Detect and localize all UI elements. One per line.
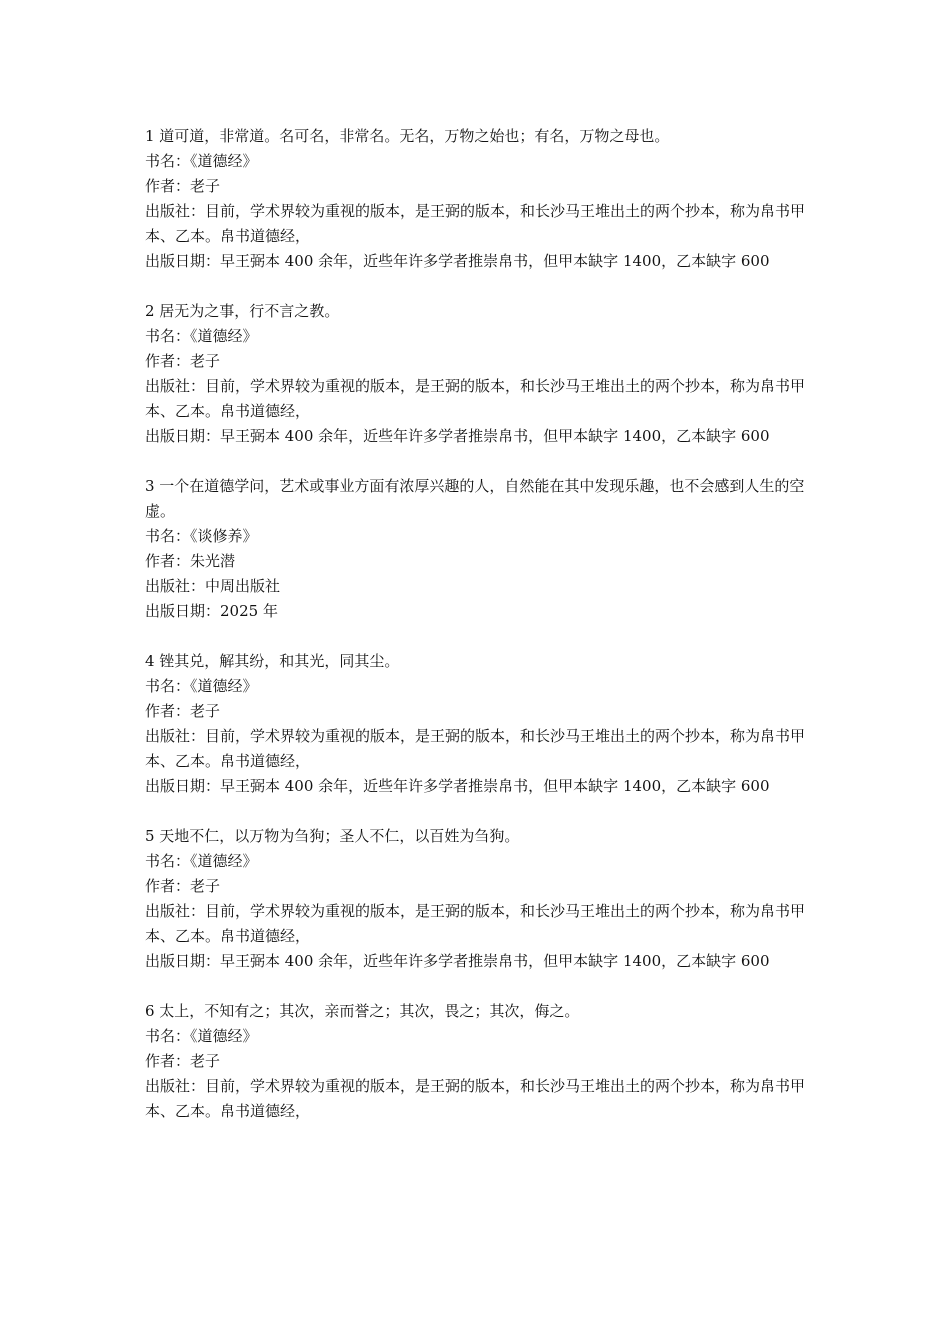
book-author: 作者：老子 <box>145 1052 221 1070</box>
quote-text: 3 一个在道德学问，艺术或事业方面有浓厚兴趣的人，自然能在其中发现乐趣，也不会感到人生的空虚。 <box>145 477 805 520</box>
book-publisher: 出版社：目前，学术界较为重视的版本，是王弼的版本，和长沙马王堆出土的两个抄本，称为帛书甲本、乙本。帛书道德经， <box>145 377 806 420</box>
publish-date: 出版日期：早王弼本 400 余年，近些年许多学者推崇帛书，但甲本缺字 1400，乙本缺字 600 <box>145 427 770 445</box>
book-publisher: 出版社：目前，学术界较为重视的版本，是王弼的版本，和长沙马王堆出土的两个抄本，称为帛书甲本、乙本。帛书道德经， <box>145 1077 806 1120</box>
quote-text: 4 锉其兑，解其纷，和其光，同其尘。 <box>145 652 400 670</box>
quote-text: 6 太上，不知有之；其次，亲而誉之；其次，畏之；其次，侮之。 <box>145 1002 580 1020</box>
quote-entry-4 <box>145 649 810 799</box>
book-author: 作者：老子 <box>145 702 221 720</box>
book-title: 书名：《道德经》 <box>145 327 258 345</box>
book-author: 作者：老子 <box>145 877 221 895</box>
publish-date: 出版日期：早王弼本 400 余年，近些年许多学者推崇帛书，但甲本缺字 1400，乙本缺字 600 <box>145 252 770 270</box>
book-title: 书名：《道德经》 <box>145 677 258 695</box>
quote-entry-6 <box>145 999 810 1124</box>
publish-date: 出版日期：2025 年 <box>145 602 278 620</box>
book-publisher: 出版社：目前，学术界较为重视的版本，是王弼的版本，和长沙马王堆出土的两个抄本，称为帛书甲本、乙本。帛书道德经， <box>145 902 806 945</box>
book-author: 作者：老子 <box>145 177 221 195</box>
book-title: 书名：《道德经》 <box>145 852 258 870</box>
book-title: 书名：《道德经》 <box>145 1027 258 1045</box>
quote-entry-1 <box>145 124 810 274</box>
quote-text: 5 天地不仁，以万物为刍狗；圣人不仁，以百姓为刍狗。 <box>145 827 520 845</box>
publish-date: 出版日期：早王弼本 400 余年，近些年许多学者推崇帛书，但甲本缺字 1400，乙本缺字 600 <box>145 952 770 970</box>
book-author: 作者：老子 <box>145 352 221 370</box>
quote-entry-2 <box>145 299 810 449</box>
book-title: 书名：《道德经》 <box>145 152 258 170</box>
publish-date: 出版日期：早王弼本 400 余年，近些年许多学者推崇帛书，但甲本缺字 1400，乙本缺字 600 <box>145 777 770 795</box>
quote-text: 2 居无为之事，行不言之教。 <box>145 302 340 320</box>
document-page <box>145 124 810 1149</box>
book-title: 书名：《谈修养》 <box>145 527 258 545</box>
quote-entry-5 <box>145 824 810 974</box>
book-author: 作者：朱光潜 <box>145 552 236 570</box>
quote-entry-3 <box>145 474 810 624</box>
book-publisher: 出版社：目前，学术界较为重视的版本，是王弼的版本，和长沙马王堆出土的两个抄本，称为帛书甲本、乙本。帛书道德经， <box>145 727 806 770</box>
book-publisher: 出版社：中周出版社 <box>145 577 281 595</box>
quote-text: 1 道可道，非常道。名可名，非常名。无名，万物之始也；有名，万物之母也。 <box>145 127 670 145</box>
book-publisher: 出版社：目前，学术界较为重视的版本，是王弼的版本，和长沙马王堆出土的两个抄本，称为帛书甲本、乙本。帛书道德经， <box>145 202 806 245</box>
